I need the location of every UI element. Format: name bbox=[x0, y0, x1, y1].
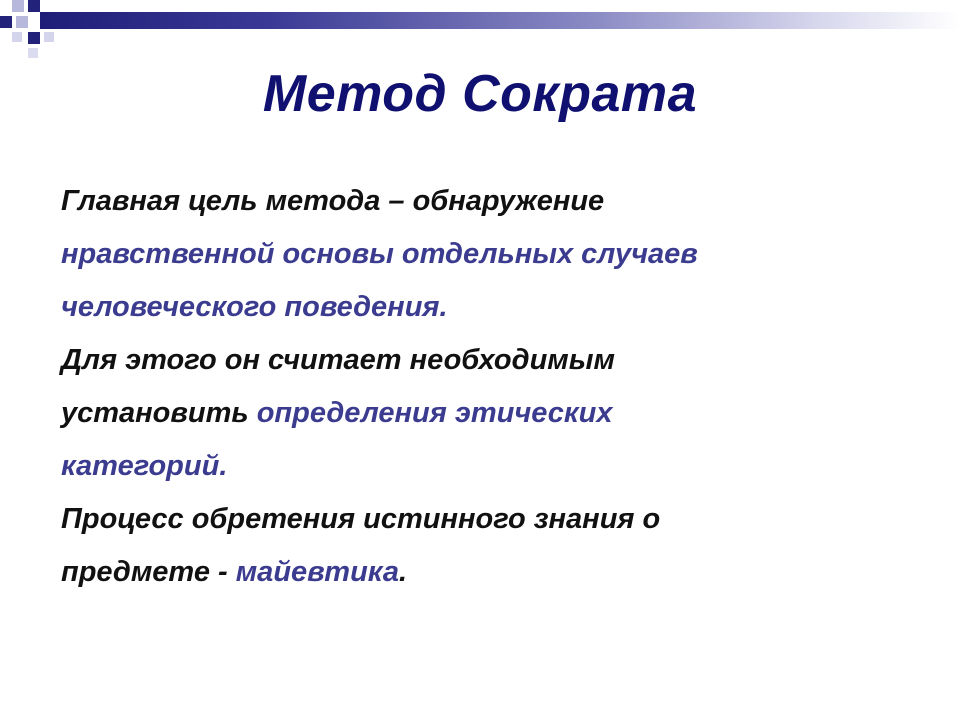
highlighted-text: майевтика bbox=[235, 556, 399, 588]
corner-square-dark bbox=[0, 16, 12, 28]
body-line bbox=[61, 387, 941, 440]
corner-square-faint bbox=[28, 48, 38, 58]
corner-square-dark bbox=[28, 32, 40, 44]
body-line bbox=[61, 334, 941, 387]
slide-body-text bbox=[61, 175, 941, 599]
corner-square-dark bbox=[28, 0, 40, 12]
body-text: установить bbox=[61, 397, 257, 429]
highlighted-text: категорий. bbox=[61, 450, 228, 482]
corner-square-light bbox=[16, 16, 28, 28]
body-text: Процесс обретения истинного знания о bbox=[61, 503, 661, 535]
highlighted-text: определения этических bbox=[256, 397, 613, 429]
slide-title: Метод Сократа bbox=[262, 65, 698, 123]
corner-square-light bbox=[44, 32, 54, 42]
body-text: предмете - bbox=[61, 556, 236, 588]
body-line bbox=[61, 228, 941, 281]
body-line bbox=[61, 546, 941, 599]
body-text: Для этого он считает необходимым bbox=[61, 344, 615, 376]
body-text: . bbox=[398, 556, 408, 588]
corner-square-light bbox=[12, 0, 24, 12]
highlighted-text: нравственной основы отдельных случаев bbox=[61, 238, 698, 270]
body-line bbox=[61, 281, 941, 334]
highlighted-text: человеческого поведения. bbox=[61, 291, 448, 323]
corner-square-light bbox=[12, 32, 22, 42]
body-line bbox=[61, 440, 941, 493]
body-line bbox=[61, 493, 941, 546]
body-line bbox=[61, 175, 941, 228]
body-text: Главная цель метода – обнаружение bbox=[61, 185, 605, 217]
header-gradient-bar bbox=[40, 12, 960, 29]
